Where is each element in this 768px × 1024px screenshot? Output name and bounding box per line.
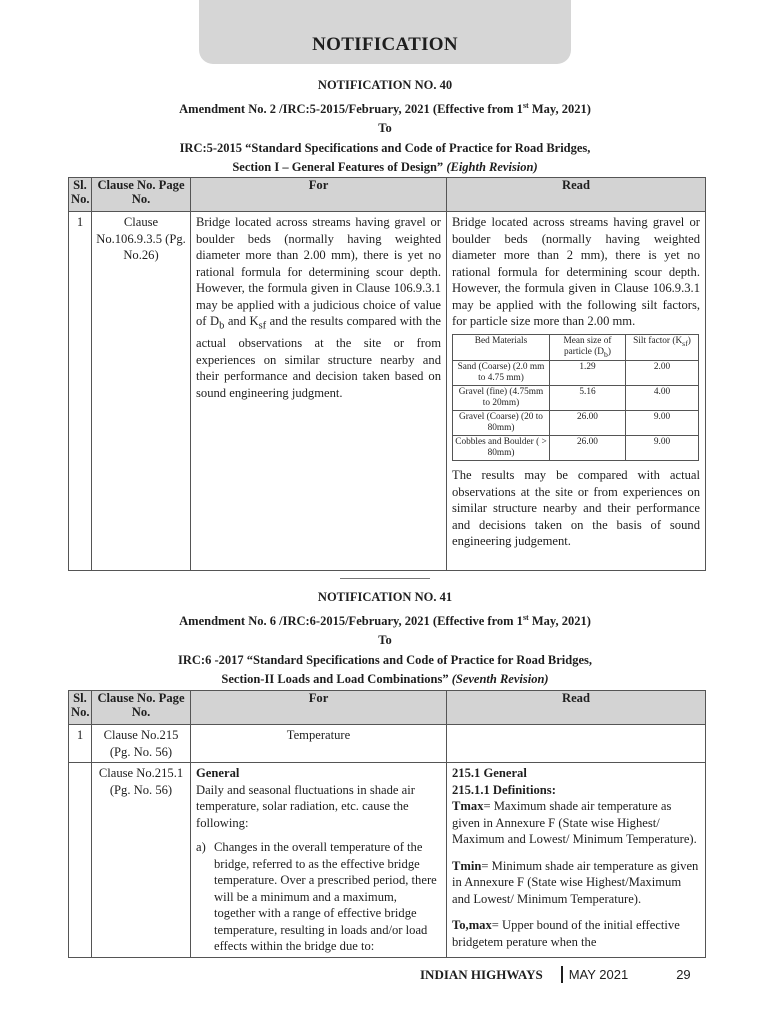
silt-header-factor: Silt factor $(K_{sf})$	[626, 334, 699, 361]
row-clause: Clause No.106.9.3.5 (Pg. No.26)	[92, 212, 191, 571]
silt-header-row	[453, 334, 699, 361]
row-read-text	[447, 763, 706, 958]
silt-size: 26.00	[550, 436, 626, 461]
silt-material: Gravel (fine) (4.75mm to 20mm)	[453, 386, 550, 411]
row-clause: Clause No.215 (Pg. No. 56)	[92, 725, 191, 763]
notification-40-title-line1: IRC:5-2015 “Standard Specifications and Code of Practice for Road Bridges,	[179, 140, 591, 155]
notification-banner	[199, 0, 571, 64]
row-clause: Clause No.215.1 (Pg. No. 56)	[92, 763, 191, 958]
header-clause: Clause No. Page No.	[92, 691, 191, 725]
notification-40-number: NOTIFICATION NO. 40	[317, 78, 453, 92]
silt-factor: 4.00	[626, 386, 699, 411]
header-clause: Clause No. Page No.	[92, 178, 191, 212]
notification-41-title-line2: Section-II Loads and Load Combinations” (Seventh Revision)	[221, 672, 549, 687]
footer-date: MAY 2021	[568, 967, 629, 982]
notification-40-title-line2: Section I – General Features of Design” (Eighth Revision)	[232, 160, 538, 175]
for-subheading: General	[196, 766, 240, 780]
definition-tomax: To,max= Upper bound of the initial effective bridgetem perature when the	[452, 918, 680, 949]
list-item: a) Changes in the overall temperature of the bridge, referred to as the effective bridge temperature. Over a prescribed period, there will be a minimum and a maximum, together with a range of effective bridge temperature, resulting in loads and/or load effects within the bridge due to:	[196, 840, 437, 953]
silt-factor: 2.00	[626, 361, 699, 386]
read-heading-general: 215.1 General	[452, 766, 527, 780]
table-header-row	[69, 691, 706, 725]
notification-41-to: To	[378, 633, 392, 648]
read-heading-definitions: 215.1.1 Definitions:	[452, 782, 556, 797]
silt-factor: 9.00	[626, 411, 699, 436]
for-list	[196, 839, 441, 955]
silt-size: 5.16	[550, 386, 626, 411]
silt-material: Sand (Coarse) (2.0 mm to 4.75 mm)	[453, 361, 550, 386]
silt-row	[453, 361, 699, 386]
row-sl-no	[69, 763, 92, 958]
banner-title: NOTIFICATION	[312, 34, 458, 55]
notification-41-table	[68, 690, 706, 958]
footer-divider	[561, 966, 563, 983]
silt-material: Gravel (Coarse) (20 to 80mm)	[453, 411, 550, 436]
header-sl-no: Sl. No.	[69, 178, 92, 212]
silt-row	[453, 386, 699, 411]
silt-material: Cobbles and Boulder ( > 80mm)	[453, 436, 550, 461]
row-for-text: Bridge located across streams having gravel or boulder beds (normally having weighted diameter more than 2.00 mm), there is yet no rational formula for determining scour depth. However, the formula given in Clause 106.9.3.1 may be applied with a judicious choice of value of $D_b$ and $K_{sf}$ and the results compared with the actual observations at the site or from experiences on similar structure nearby and their performance and decision taken based on sound engineering judgment.	[191, 212, 447, 571]
table-row	[69, 725, 706, 763]
row-read-text	[447, 725, 706, 763]
row-for-text: Temperature	[191, 725, 447, 763]
silt-header-material: Bed Materials	[453, 334, 550, 361]
header-read: Read	[447, 691, 706, 725]
silt-row	[453, 411, 699, 436]
silt-size: 26.00	[550, 411, 626, 436]
read-outro: The results may be compared with actual observations at the site or from experiences on similar structure nearby and their performance and decisions taken on the basis of sound engineering judgement.	[452, 468, 700, 549]
footer-page-number: 29	[676, 967, 691, 982]
header-sl-no: Sl. No.	[69, 691, 92, 725]
page-footer	[420, 966, 691, 983]
table-header-row	[69, 178, 706, 212]
notification-41-title-line1: IRC:6 -2017 “Standard Specifications and Code of Practice for Road Bridges,	[178, 652, 592, 667]
notification-40-heading	[60, 76, 710, 178]
silt-header-size: Mean size of particle $(D_b)$	[550, 334, 626, 361]
notification-41-number: NOTIFICATION NO. 41	[317, 590, 453, 604]
notification-40-table	[68, 177, 706, 571]
notification-41-amendment: Amendment No. 6 /IRC:6-2015/February, 2021 (Effective from 1st May, 2021)	[179, 612, 591, 628]
footer-publication: INDIAN HIGHWAYS	[420, 966, 543, 982]
for-general-text: Daily and seasonal fluctuations in shade air temperature, solar radiation, etc. cause the following:	[196, 782, 415, 830]
definition-tmin: Tmin= Minimum shade air temperature as given in Annexure F (State wise Highest/Maximum and Lowest/ Minimum Temperature).	[452, 858, 699, 906]
section-divider	[340, 578, 430, 579]
row-read-text	[447, 212, 706, 571]
notification-41-heading	[60, 588, 710, 690]
row-sl-no: 1	[69, 725, 92, 763]
table-row	[69, 212, 706, 571]
read-intro: Bridge located across streams having gravel or boulder beds (normally having weighted diameter more than 2 mm), there is yet no rational formula for determining scour depth. However, the formula given in Clause 106.9.3.1 may be applied with the following silt factors, for particle size more than 2.00 mm.	[452, 215, 700, 328]
silt-row	[453, 436, 699, 461]
header-read: Read	[447, 178, 706, 212]
row-sl-no: 1	[69, 212, 92, 571]
table-row	[69, 763, 706, 958]
silt-size: 1.29	[550, 361, 626, 386]
notification-40-amendment: Amendment No. 2 /IRC:5-2015/February, 2021 (Effective from 1st May, 2021)	[179, 100, 591, 116]
silt-factor: 9.00	[626, 436, 699, 461]
definition-tmax: Tmax= Maximum shade air temperature as given in Annexure F (State wise Highest/ Maximum and Lowest/ Minimum Temperature).	[452, 799, 697, 846]
row-for-text	[191, 763, 447, 958]
header-for: For	[191, 691, 447, 725]
header-for: For	[191, 178, 447, 212]
notification-40-to: To	[378, 121, 392, 136]
silt-factor-table	[452, 334, 699, 462]
